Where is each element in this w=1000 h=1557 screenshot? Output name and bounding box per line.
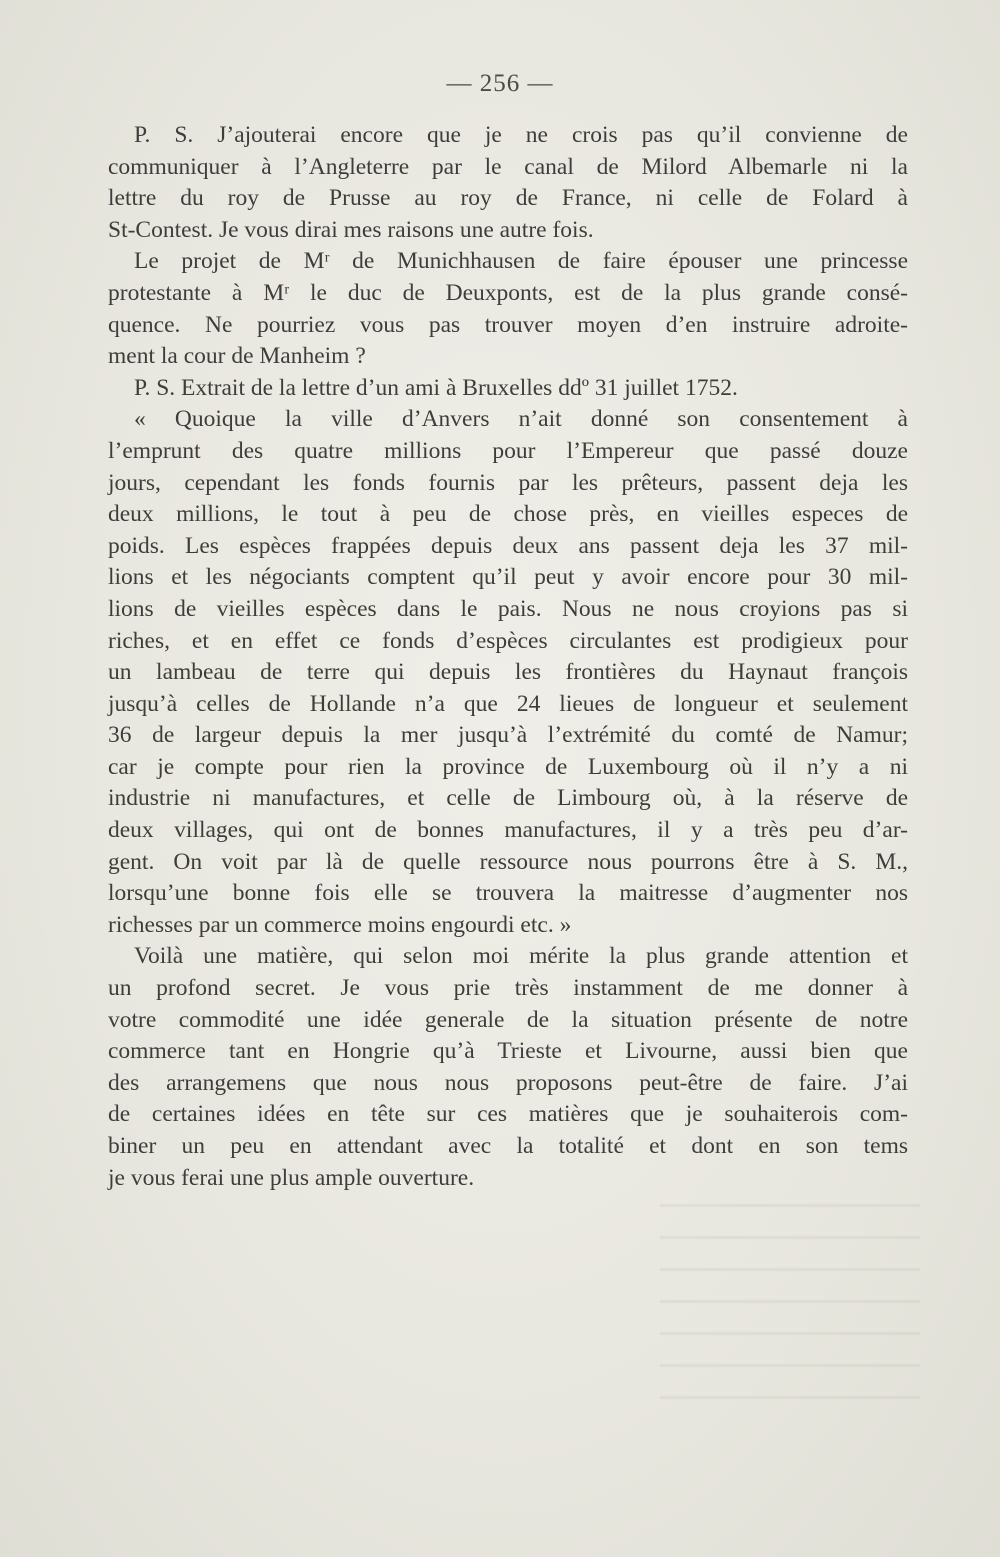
text-line: 36 de largeur depuis la mer jusqu’à l’extrémité du comté de Namur;	[108, 722, 908, 749]
text-line: industrie ni manufactures, et celle de Limbourg où, à la réserve de	[108, 785, 908, 812]
text-line: de certaines idées en tête sur ces matières que je souhaiterois com-	[108, 1101, 908, 1128]
bleed-through-shadow	[660, 1180, 920, 1420]
text-line: lettre du roy de Prusse au roy de France, ni celle de Folard à	[108, 185, 908, 212]
text-line: deux millions, le tout à peu de chose près, en vieilles especes de	[108, 501, 908, 528]
text-line: des arrangemens que nous nous proposons peut-être de faire. J’ai	[108, 1069, 908, 1096]
text-line: lorsqu’une bonne fois elle se trouvera la maitresse d’augmenter nos	[108, 880, 908, 907]
text-line: poids. Les espèces frappées depuis deux ans passent deja les 37 mil-	[108, 532, 908, 559]
text-line: gent. On voit par là de quelle ressource nous pourrons être à S. M.,	[108, 848, 908, 875]
text-line: biner un peu en attendant avec la totalité et dont en son tems	[108, 1133, 908, 1159]
text-line: riches, et en effet ce fonds d’espèces circulantes est prodigieux pour	[108, 627, 908, 654]
text-line: l’emprunt des quatre millions pour l’Empereur que passé douze	[108, 437, 908, 464]
text-line: « Quoique la ville d’Anvers n’ait donné son consentement à	[134, 406, 908, 433]
text-line: votre commodité une idée generale de la situation présente de notre	[108, 1006, 908, 1033]
text-line: St-Contest. Je vous dirai mes raisons une autre fois.	[108, 216, 594, 243]
paragraph	[108, 373, 908, 405]
text-line: car je compte pour rien la province de Luxembourg où il n’y a ni	[108, 753, 908, 780]
text-line: lions de vieilles espèces dans le pais. Nous ne nous croyions pas si	[108, 595, 908, 622]
text-line: Voilà une matière, qui selon moi mérite la plus grande attention et	[134, 943, 908, 970]
text-line: richesses par un commerce moins engourdi etc. »	[108, 911, 572, 938]
text-line: communiquer à l’Angleterre par le canal de Milord Albemarle ni la	[108, 153, 908, 180]
text-line: P. S. J’ajouterai encore que je ne crois pas qu’il convienne de	[134, 122, 908, 148]
text-line: jours, cependant les fonds fournis par les prêteurs, passent deja les	[108, 469, 908, 496]
text-line: quence. Ne pourriez vous pas trouver moyen d’en instruire adroite-	[108, 311, 908, 338]
text-line: lions et les négociants comptent qu’il peut y avoir encore pour 30 mil-	[108, 564, 908, 591]
paragraph	[108, 941, 908, 1194]
text-line: Le projet de Mʳ de Munichhausen de faire épouser une princesse	[134, 248, 908, 275]
text-line: protestante à Mʳ le duc de Deuxponts, est de la plus grande consé-	[108, 279, 908, 306]
text-line: je vous ferai une plus ample ouverture.	[108, 1164, 475, 1191]
page-number: — 256 —	[446, 70, 554, 97]
text-line: commerce tant en Hongrie qu’à Trieste et Livourne, aussi bien que	[108, 1038, 908, 1065]
body-text	[108, 120, 908, 1194]
text-line: un lambeau de terre qui depuis les frontières du Haynaut françois	[108, 659, 908, 686]
text-line: un profond secret. Je vous prie très instamment de me donner à	[108, 975, 908, 1002]
text-line: jusqu’à celles de Hollande n’a que 24 lieues de longueur et seulement	[108, 690, 908, 717]
paragraph	[108, 120, 908, 246]
text-line: P. S. Extrait de la lettre d’un ami à Bruxelles ddº 31 juillet 1752.	[134, 374, 738, 401]
text-line: ment la cour de Manheim ?	[108, 343, 366, 370]
paragraph	[108, 246, 908, 372]
text-line: deux villages, qui ont de bonnes manufactures, il y a très peu d’ar-	[108, 817, 908, 844]
paragraph	[108, 404, 908, 941]
